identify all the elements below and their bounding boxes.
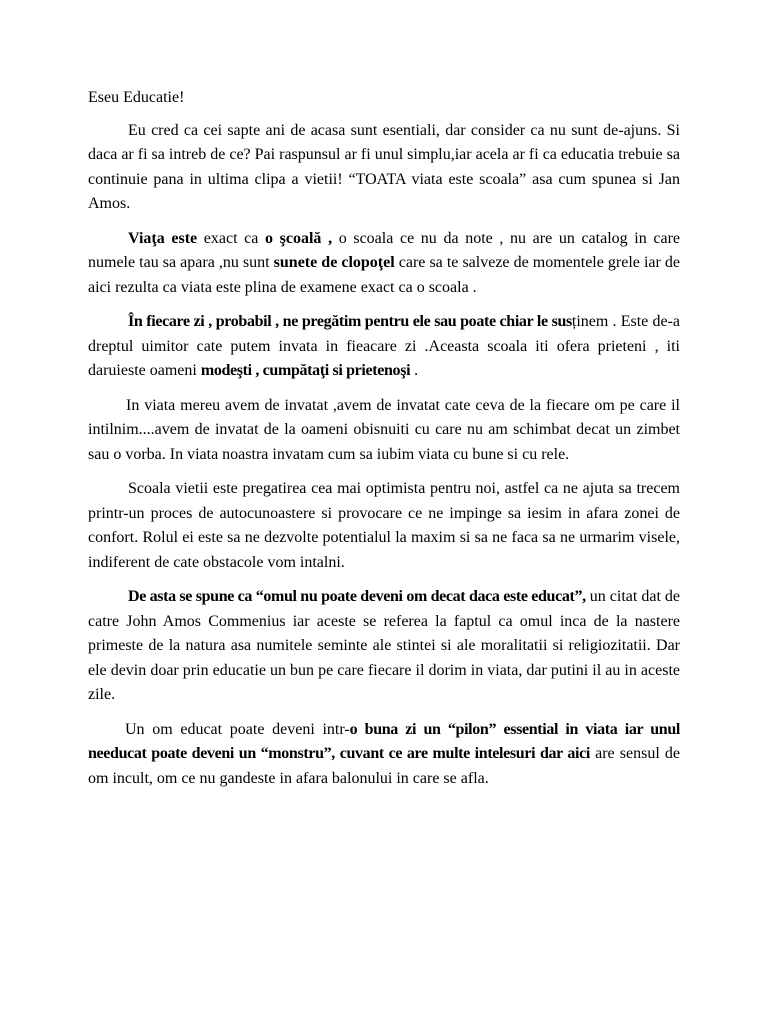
bold-text-run: În fiecare zi , probabil , ne pregătim pentru ele sau poate chiar le sus (128, 313, 572, 330)
bold-text-run: De asta se spune ca “omul nu poate deveni om decat daca este educat”, (128, 588, 586, 605)
paragraph-2 (88, 227, 680, 301)
text-run: are sensul de om incult, om ce nu gandeste in afara balonului in care se afla. (88, 745, 680, 787)
text-run: exact ca (197, 229, 266, 247)
paragraph-5 (88, 477, 680, 575)
paragraph-1 (88, 119, 680, 217)
text-run: Scoala vietii este pregatirea cea mai optimista pentru noi, astfel ca ne ajuta sa trecem printr-un proces de autocunoastere si provocare ce ne impinge sa iesim in afara zonei de confort. Rolul ei este sa ne dezvolte potentialul la maxim si sa ne faca sa ne urmarim visele, indiferent de cate obstacole vom intalni. (88, 480, 680, 571)
paragraph-6 (88, 585, 680, 708)
bold-text-run: modeşti , cumpătaţi si prietenoşi (200, 362, 411, 379)
text-run: Un om educat poate deveni intr- (125, 720, 350, 738)
paragraph-7 (88, 718, 680, 792)
paragraph-4 (88, 394, 680, 468)
bold-text-run: sunete de clopoţel (273, 254, 395, 271)
text-run: o scoala ce nu da note , nu are un catalog in care numele tau sa apara ,nu sunt (88, 229, 681, 271)
bold-text-run: Viaţa este (128, 229, 198, 247)
document-page (88, 86, 680, 801)
bold-text-run: o şcoală , (265, 229, 333, 247)
paragraph-3 (88, 310, 680, 384)
document-title: Eseu Educatie! (88, 89, 185, 106)
text-run: Eu cred ca cei sapte ani de acasa sunt esentiali, dar consider ca nu sunt de-ajuns. Si daca ar fi sa intreb de ce? Pai raspunsul ar fi unul simplu,iar acela ar fi ca educatia trebuie sa continuie pana in ultima clipa a vietii! “TOATA viata este scoala” asa cum spunea si Jan Amos. (88, 121, 680, 212)
bold-text-run: o buna zi un “pilon” essential in viata iar unul needucat poate deveni un “monstru”, cuvant ce are multe intelesuri dar aici (88, 720, 680, 762)
text-run: . (410, 362, 419, 379)
text-run: In viata mereu avem de invatat ,avem de invatat cate ceva de la fiecare om pe care il intilnim....avem de invatat de la oameni obisnuiti cu care nu am schimbat decat un zimbet sau o vorba. In viata noastra invatam cum sa iubim viata cu bune si cu rele. (88, 396, 680, 463)
text-run: care sa te salveze de momentele grele iar de aici rezulta ca viata este plina de examene exact ca o scoala . (88, 254, 681, 296)
text-run: un citat dat de catre John Amos Commenius iar aceste se referea la faptul ca omul inca de la nastere primeste de la natura asa numitele seminte ale stintei si ale moralitatii si religiozitatii. Dar ele devin doar prin educatie un bun pe care fiecare il dorim in viata, dar putini il au in aceste zile. (88, 588, 681, 703)
text-run: ținem . Este de-a dreptul uimitor cate putem invata in fieacare zi .Aceasta scoala iti ofera prieteni , iti daruieste oameni (88, 313, 680, 379)
